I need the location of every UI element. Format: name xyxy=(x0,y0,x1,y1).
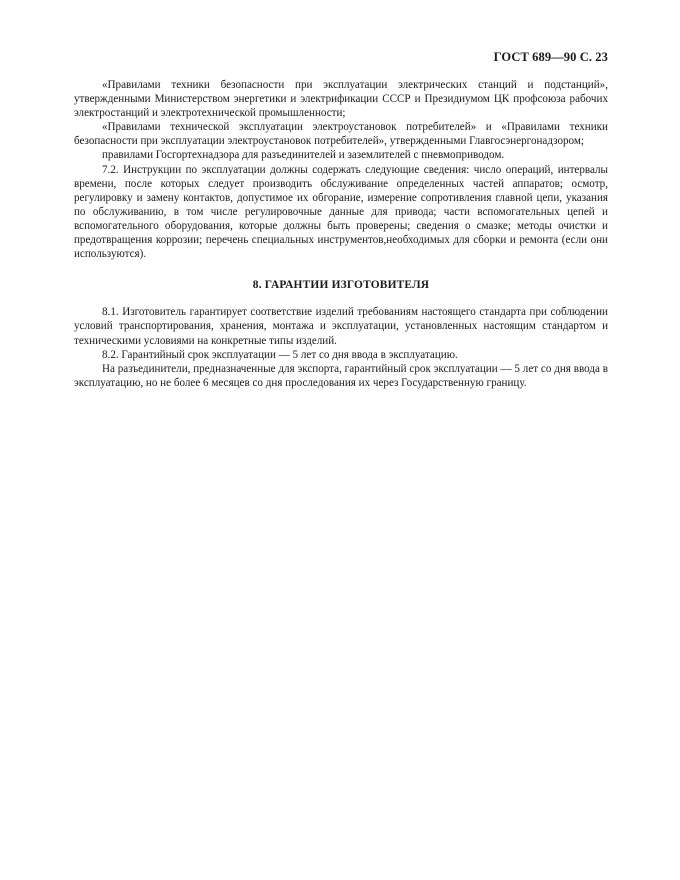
section-heading-manufacturer-guarantees: 8. ГАРАНТИИ ИЗГОТОВИТЕЛЯ xyxy=(252,279,430,292)
paragraph-8-2: 8.2. Гарантийный срок эксплуатации — 5 лет со дня ввода в эксплуатацию. xyxy=(102,348,458,361)
paragraph-7-2-instructions: 7.2. Инструкции по эксплуатации должны содержать следующие сведения: число операций, интервалы времени, после которых следует производить обслуживание определенных частей аппаратов; осмотр, регулировку и замену контактов, допустимое их обгорание, измерение сопротивления главной цепи, указания по обслуживанию, в том числе регулировочные данные для привода; части вспомогательных цепей и вспомогательного оборудования, которые должны быть проверены; сведения о смазке; методы очистки и предотвращения коррозии; перечень специальных инструментов,необходимых для сборки и ремонта (если они используются). xyxy=(74,163,608,261)
running-header: ГОСТ 689—90 С. 23 xyxy=(493,50,608,64)
paragraph-export-guarantee: На разъединители, предназначенные для экспорта, гарантийный срок эксплуатации — 5 лет со дня ввода в эксплуатацию, но не более 6 месяцев со дня проследования их через Государственную границу. xyxy=(74,362,608,389)
paragraph-8-1: 8.1. Изготовитель гарантирует соответствие изделий требованиям настоящего стандарта при соблюдении условий транспортирования, хранения, монтажа и эксплуатации, установленных настоящим стандартом и техническими условиями на конкретные типы изделий. xyxy=(74,306,608,347)
paragraph-rules-electrical-stations: «Правилами техники безопасности при эксплуатации электрических станций и подстанций», утвержденными Министерством энергетики и электрификации СССР и Президиумом ЦК профсоюза рабочих электростанций и электротехнической промышленности; xyxy=(74,79,608,120)
paragraph-rules-gosgortekhnadzor: правилами Госгортехнадзора для разъединителей и заземлителей с пневмоприводом. xyxy=(102,149,505,162)
paragraph-rules-consumer-installations: «Правилами технической эксплуатации электроустановок потребителей» и «Правилами техники безопасности при эксплуатации электроустановок потребителей», утвержденными Главгосэнергонадзором; xyxy=(74,121,608,148)
document-body xyxy=(74,78,608,390)
